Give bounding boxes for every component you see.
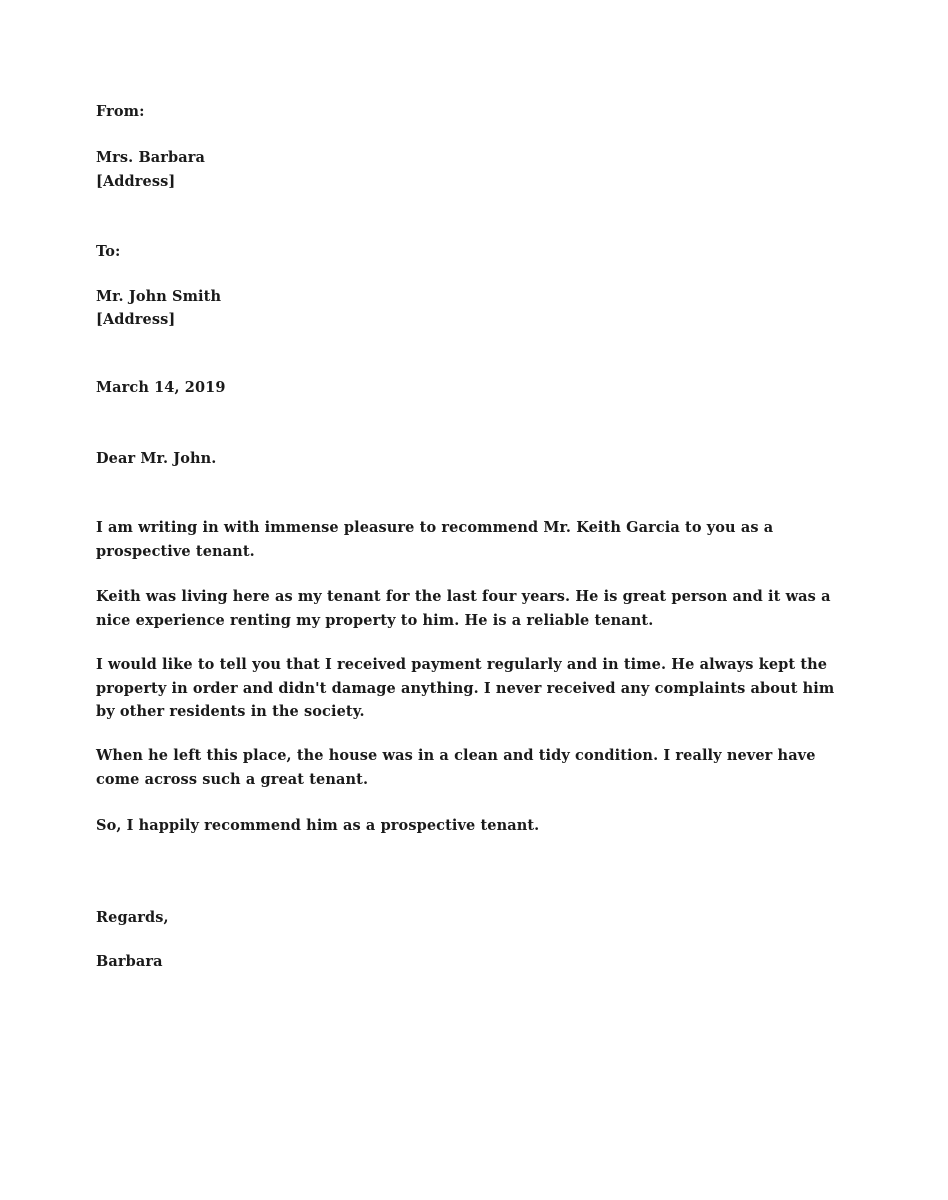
body-paragraph-3: I would like to tell you that I received payment regularly and in time. He always kept the property in order and didn't damage anything. I never received any complaints about him by other residents in the society. [96,656,835,720]
closing: Regards, [96,909,169,926]
body-paragraph-1: I am writing in with immense pleasure to recommend Mr. Keith Garcia to you as a prospective tenant. [96,519,774,560]
to-label: To: [96,243,121,260]
recipient-name: Mr. John Smith [96,288,222,305]
from-label: From: [96,103,145,120]
letter-date: March 14, 2019 [96,379,226,396]
sender-address: [Address] [96,173,176,190]
sender-name: Mrs. Barbara [96,149,206,166]
body-paragraph-2: Keith was living here as my tenant for the last four years. He is great person and it was a nice experience renting my property to him. He is a reliable tenant. [96,588,831,629]
salutation: Dear Mr. John. [96,450,217,467]
body-paragraph-5: So, I happily recommend him as a prospective tenant. [96,817,540,834]
signature: Barbara [96,953,163,970]
recipient-address: [Address] [96,311,176,328]
body-paragraph-4: When he left this place, the house was in a clean and tidy condition. I really never have come across such a great tenant. [96,747,816,788]
